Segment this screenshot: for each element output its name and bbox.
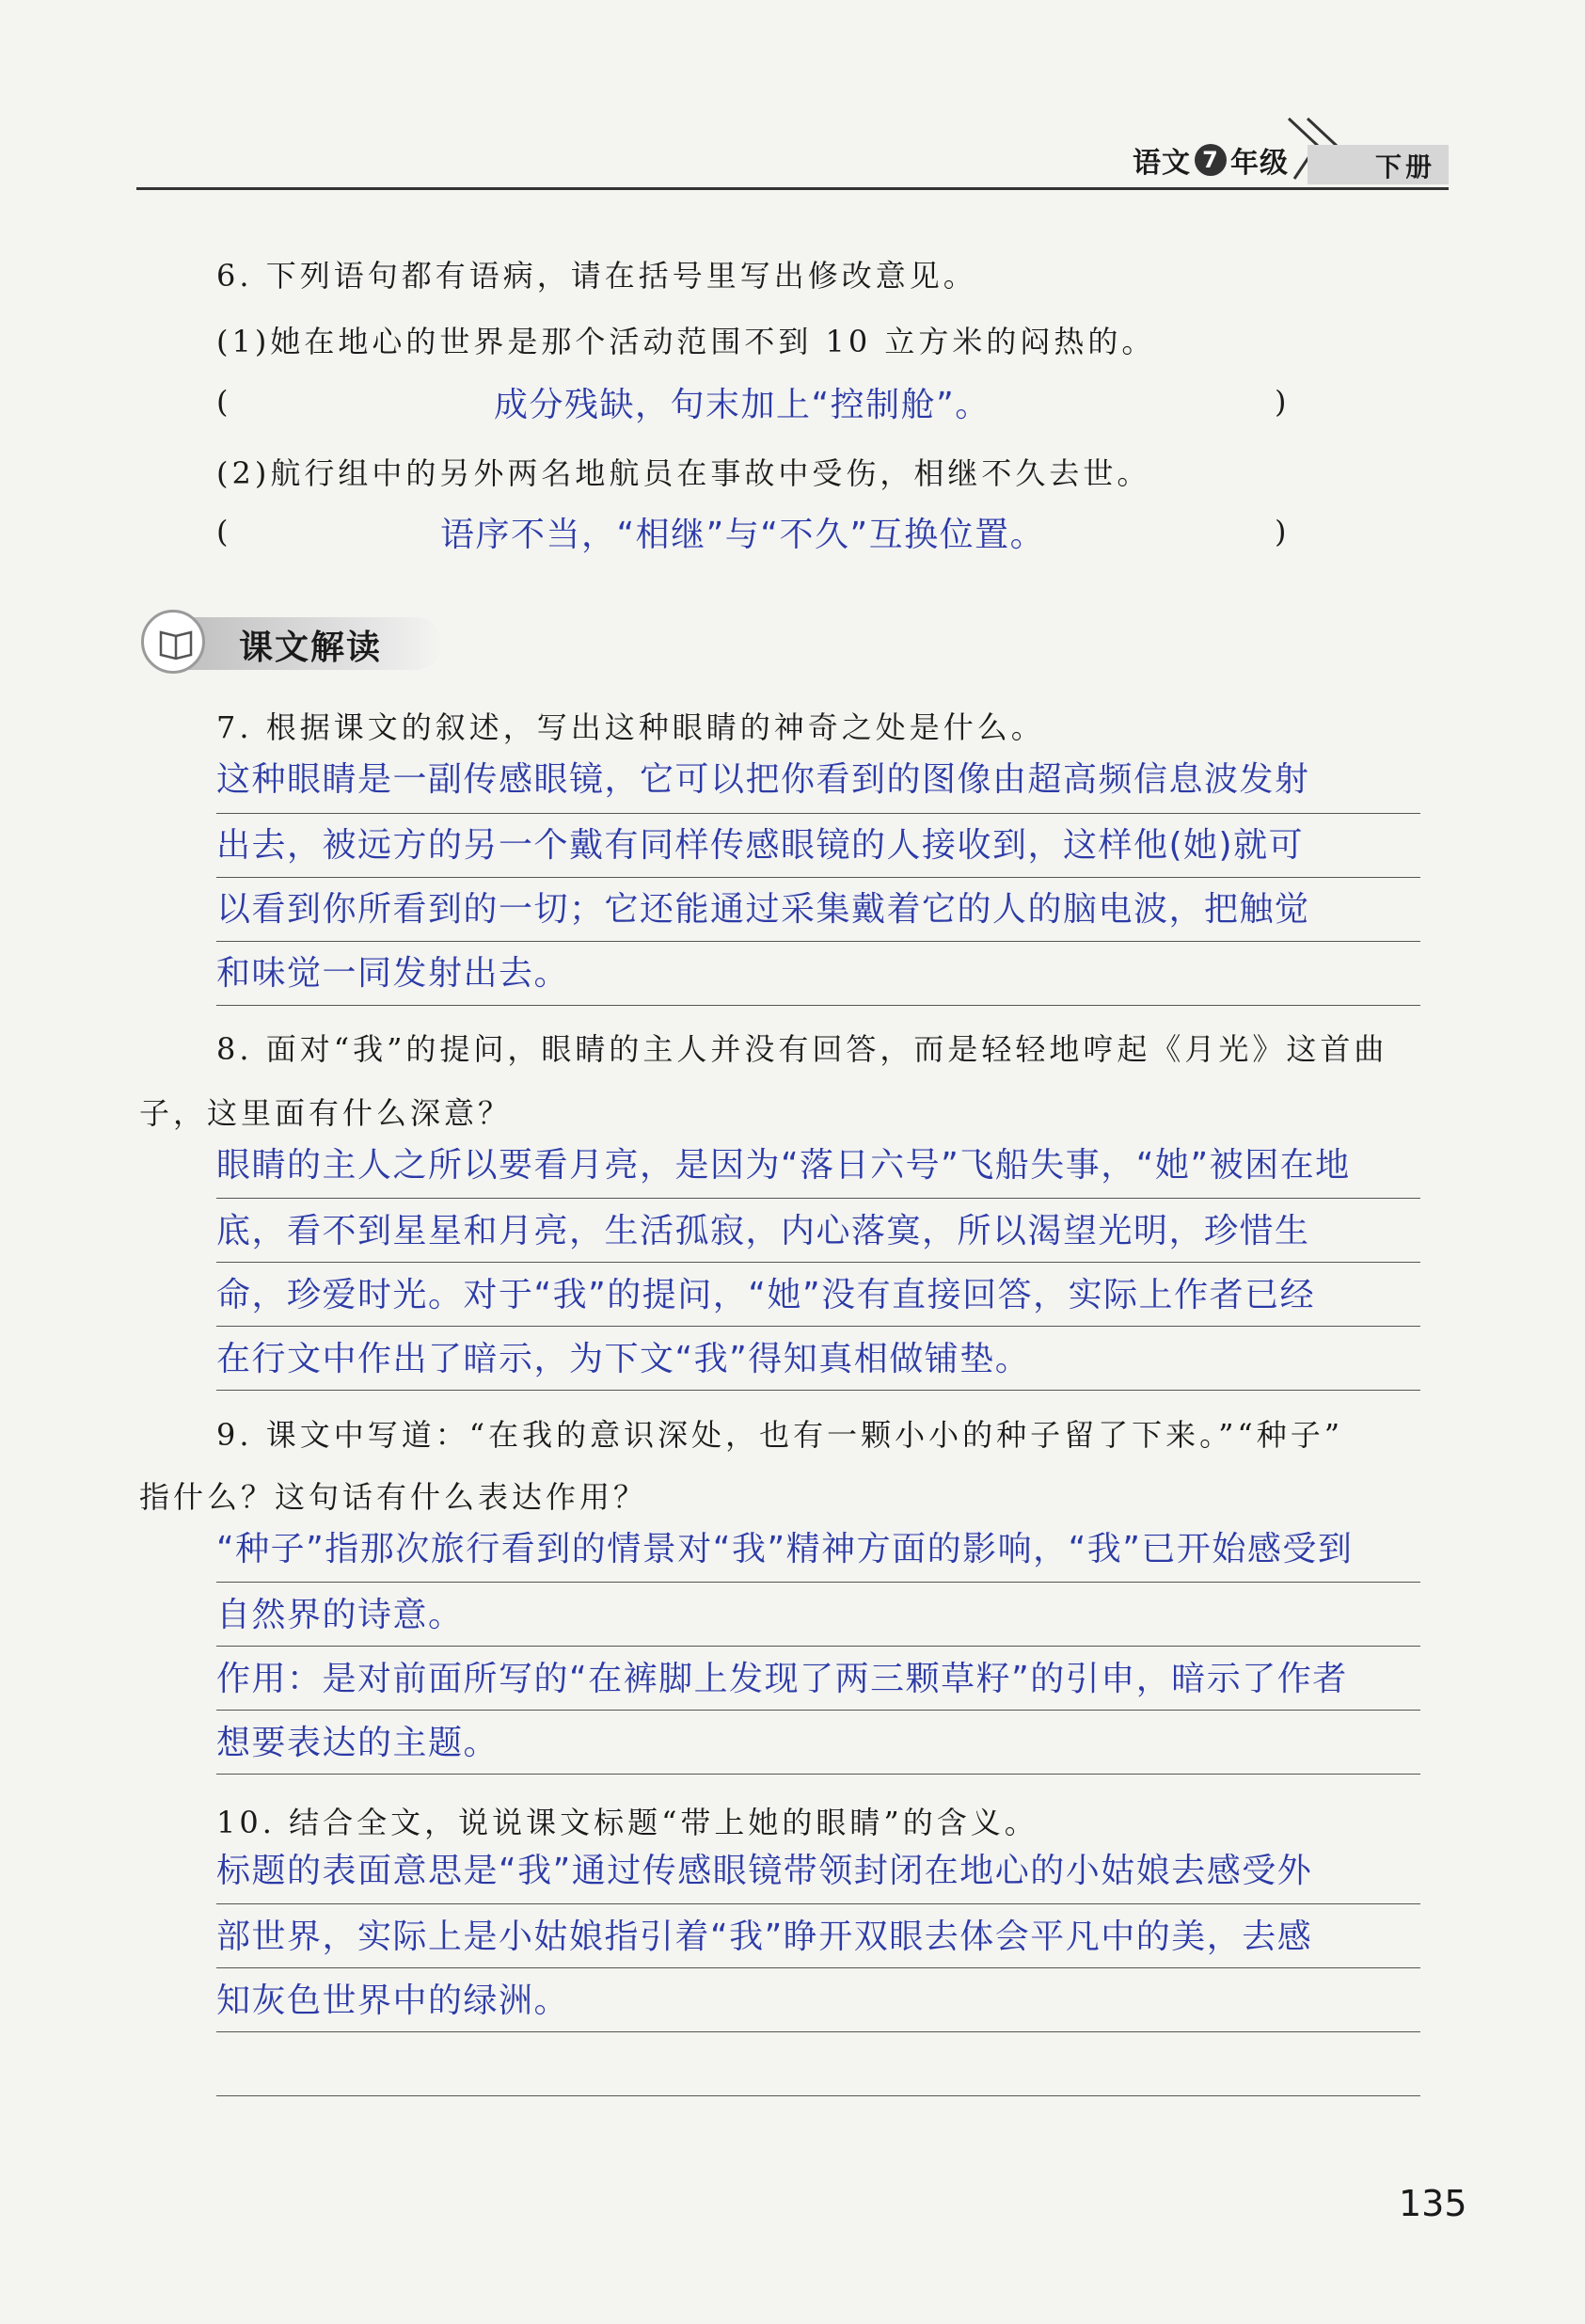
answer-rule — [216, 1646, 1420, 1647]
q10-answer-line: 标题的表面意思是“我”通过传感眼镜带领封闭在地心的小姑娘去感受外 — [216, 1852, 1313, 1890]
grade-label: 年级 — [1230, 147, 1289, 180]
section-title: 课文解读 — [239, 629, 383, 667]
q9-answer-line: 自然界的诗意。 — [216, 1596, 464, 1634]
answer-rule — [216, 1390, 1420, 1391]
answer-rule — [216, 1710, 1420, 1711]
q8-prompt-line1: 8. 面对“我”的提问，眼睛的主人并没有回答，而是轻轻地哼起《月光》这首曲 — [216, 1031, 1388, 1067]
answer-rule — [216, 2095, 1420, 2096]
q7-prompt: 7. 根据课文的叙述，写出这种眼睛的神奇之处是什么。 — [216, 709, 1045, 745]
q6-sub1: (1)她在地心的世界是那个活动范围不到 10 立方米的闷热的。 — [216, 324, 1156, 359]
q10-prompt: 10. 结合全文，说说课文标题“带上她的眼睛”的含义。 — [216, 1805, 1038, 1840]
answer-rule — [216, 2031, 1420, 2032]
q10-answer-line: 知灰色世界中的绿洲。 — [216, 1982, 570, 2020]
grade-number-badge: 7 — [1195, 144, 1227, 176]
q6-sub2: (2)航行组中的另外两名地航员在事故中受伤，相继不久去世。 — [216, 455, 1151, 491]
section-badge — [141, 610, 442, 674]
q6-paren-close-1: ) — [1275, 384, 1287, 420]
answer-rule — [216, 941, 1420, 942]
q7-answer-line: 和味觉一同发射出去。 — [216, 954, 570, 993]
q9-prompt-line2: 指什么？这句话有什么表达作用？ — [139, 1479, 648, 1515]
q10-answer-line: 部世界，实际上是小姑娘指引着“我”睁开双眼去体会平凡中的美，去感 — [216, 1918, 1313, 1956]
q8-answer-line: 在行文中作出了暗示，为下文“我”得知真相做铺垫。 — [216, 1340, 1031, 1378]
q6-paren-close-2: ) — [1275, 514, 1287, 549]
page-header — [136, 103, 1449, 190]
q8-prompt-line2: 子，这里面有什么深意？ — [139, 1095, 513, 1131]
q6-prompt: 6. 下列语句都有语病，请在括号里写出修改意见。 — [216, 258, 977, 294]
subject-label: 语文 — [1133, 147, 1191, 180]
answer-rule — [216, 1582, 1420, 1583]
q6-answer1: 成分残缺，句末加上“控制舱”。 — [494, 386, 991, 424]
q8-answer-line: 底，看不到星星和月亮，生活孤寂，内心落寞，所以渴望光明，珍惜生 — [216, 1212, 1310, 1250]
page-number: 135 — [1399, 2183, 1467, 2224]
answer-rule — [216, 1005, 1420, 1006]
q8-answer-line: 眼睛的主人之所以要看月亮，是因为“落日六号”飞船失事，“她”被困在地 — [216, 1146, 1351, 1185]
q6-answer2: 语序不当，“相继”与“不久”互换位置。 — [440, 516, 1046, 554]
answer-rule — [216, 877, 1420, 878]
q6-paren-open-2: ( — [216, 514, 229, 549]
header-title — [1133, 139, 1289, 181]
header-rule — [136, 187, 1449, 190]
q7-answer-line: 出去，被远方的另一个戴有同样传感眼镜的人接收到，这样他(她)就可 — [216, 826, 1305, 865]
q6-paren-open-1: ( — [216, 384, 229, 420]
answer-rule — [216, 1774, 1420, 1775]
answer-rule — [216, 1903, 1420, 1904]
q7-answer-line: 这种眼睛是一副传感眼镜，它可以把你看到的图像由超高频信息波发射 — [216, 760, 1310, 799]
q9-answer-line: “种子”指那次旅行看到的情景对“我”精神方面的影响，“我”已开始感受到 — [216, 1530, 1354, 1568]
answer-rule — [216, 1967, 1420, 1968]
open-book-icon — [157, 629, 195, 661]
answer-rule — [216, 1326, 1420, 1327]
q9-answer-line: 想要表达的主题。 — [216, 1724, 499, 1762]
answer-rule — [216, 1198, 1420, 1199]
section-badge-circle — [141, 610, 205, 674]
volume-label: 下册 — [1374, 151, 1435, 183]
q7-answer-line: 以看到你所看到的一切；它还能通过采集戴着它的人的脑电波，把触觉 — [216, 890, 1310, 929]
answer-rule — [216, 1262, 1420, 1263]
answer-rule — [216, 813, 1420, 814]
q9-prompt-line1: 9. 课文中写道：“在我的意识深处，也有一颗小小的种子留了下来。”“种子” — [216, 1417, 1344, 1453]
q9-answer-line: 作用：是对前面所写的“在裤脚上发现了两三颗草籽”的引申，暗示了作者 — [216, 1660, 1348, 1698]
q8-answer-line: 命，珍爱时光。对于“我”的提问，“她”没有直接回答，实际上作者已经 — [216, 1276, 1316, 1314]
